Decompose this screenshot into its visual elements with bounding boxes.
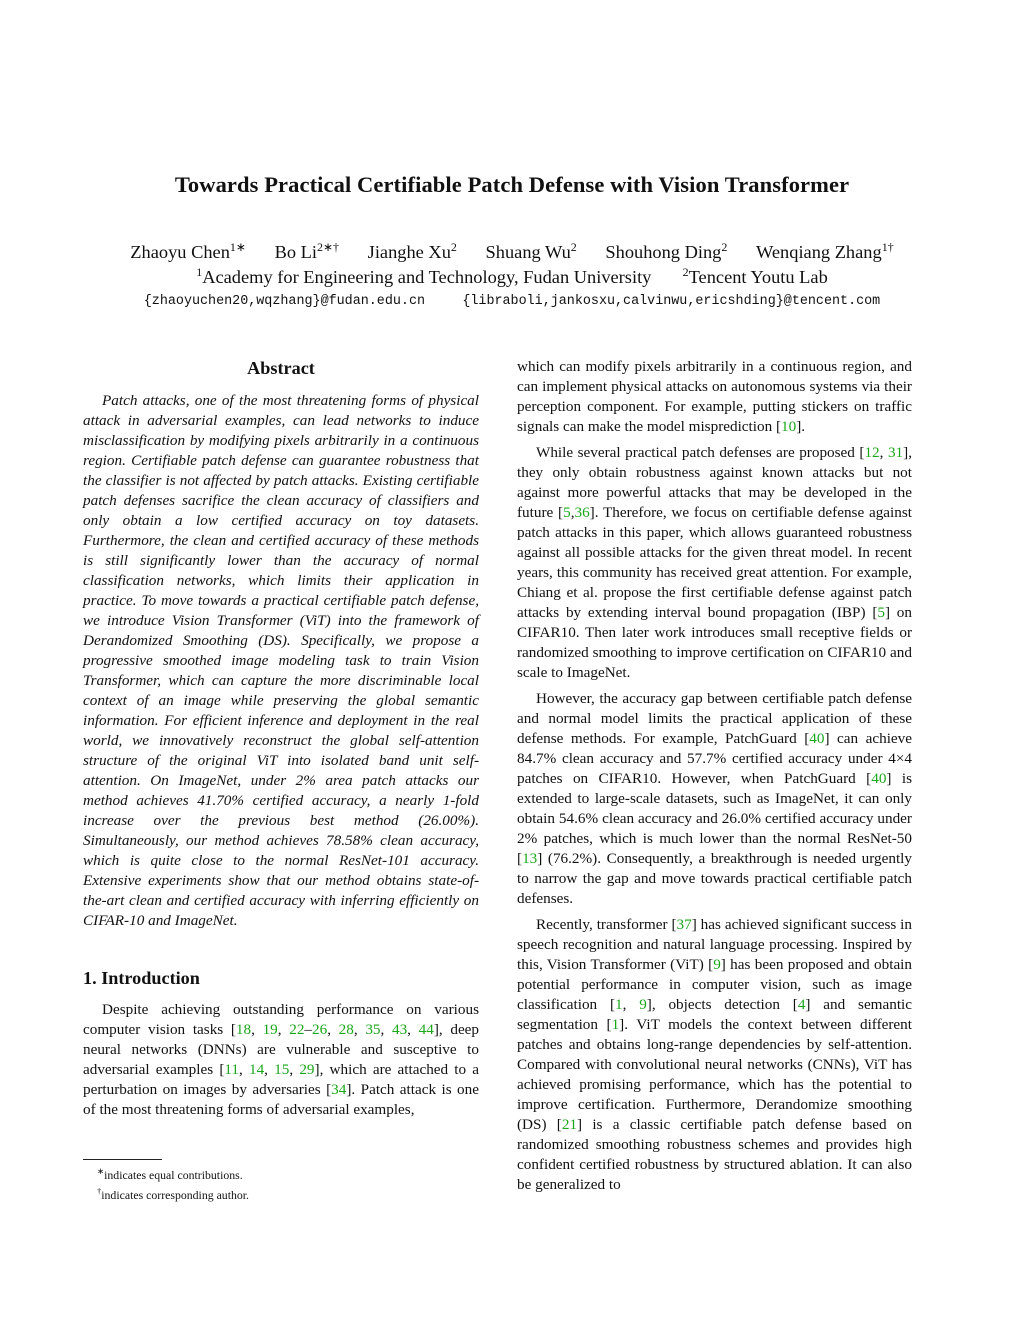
- citation-link[interactable]: 34: [331, 1081, 347, 1098]
- intro-paragraph-4: Recently, transformer [37] has achieved significant success in speech recognition and natural language processing. Inspired by this, Vision Transformer (ViT) [9] has been proposed and obtain potential performance in computer vision, such as image classification [1, 9], objects detection [4] and semantic segmentation [1]. ViT models the context between different patches and obtains long-range dependencies by self-attention. Compared with convolutional neural networks (CNNs), ViT has achieved promising performance, which has the potential to improve certification. Furthermore, Derandomize smoothing (DS) [21] is a classic certifiable patch defense based on randomized smoothing robustness schemes and provides high confident certified robustness by structured ablation. It can also be generalized to: [517, 916, 913, 1193]
- author: Jianghe Xu$^2$: [367, 240, 457, 263]
- abstract-text: Patch attacks, one of the most threatening forms of physical attack in adversarial examples, can lead networks to induce misclassification by modifying pixels arbitrarily in a continuous region. Certifiable patch defense can guarantee robustness that the classifier is not affected by patch attacks. Existing certifiable patch defenses sacrifice the clean accuracy of classifiers and only obtain a low certified accuracy on toy datasets. Furthermore, the clean and certified accuracy of these methods is still significantly lower than the accuracy of normal classification networks, which limits their application in practice. To move towards a practical certifiable patch defense, we introduce Vision Transformer (ViT) into the framework of Derandomized Smoothing (DS). Specifically, we propose a progressive smoothed image modeling task to train Vision Transformer, which can capture the more discriminable local context of an image while preserving the global semantic information. For efficient inference and deployment in the real world, we innovatively reconstruct the global self-attention structure of the original ViT into isolated band unit self-attention. On ImageNet, under 2% area patch attacks our method achieves 41.70% certified accuracy, a nearly 1-fold increase over the previous best method (26.00%). Simultaneously, our method achieves 78.58% clean accuracy, which is quite close to the normal ResNet-101 accuracy. Extensive experiments show that our method obtains state-of-the-art clean and certified accuracy with inferring efficiently on CIFAR-10 and ImageNet.: [83, 392, 479, 929]
- citation-link[interactable]: 4: [797, 996, 806, 1013]
- citation-link[interactable]: 43: [391, 1021, 408, 1038]
- citation-link[interactable]: 1: [615, 996, 623, 1013]
- citation-link[interactable]: 11: [224, 1061, 239, 1078]
- citation-link[interactable]: 35: [365, 1021, 381, 1038]
- citation-link[interactable]: 19: [262, 1021, 278, 1038]
- citation-link[interactable]: 21: [561, 1116, 578, 1133]
- author: Zhaoyu Chen$^{1∗}$: [130, 240, 246, 263]
- citation-link[interactable]: 29: [299, 1061, 315, 1078]
- left-column: [83, 357, 479, 1126]
- citation-link[interactable]: 12: [864, 444, 880, 461]
- citation-link[interactable]: 9: [639, 996, 647, 1013]
- section-heading: 1. Introduction: [83, 968, 200, 988]
- author: Wenqiang Zhang$^{1\dagger}$: [756, 240, 894, 263]
- email-line: [0, 292, 1024, 309]
- intro-paragraph-2: While several practical patch defenses are proposed [12, 31], they only obtain robustness against known attacks but not against more powerful attacks that may be developed in the future [5,36]. Therefore, we focus on certifiable defense against patch attacks in this paper, which allows guaranteed robustness against all possible attacks for the given threat model. In recent years, this community has received great attention. For example, Chiang et al. propose the first certifiable defense against patch attacks by extending interval bound propagation (IBP) [5] on CIFAR10. Then later work introduces small receptive fields or randomized smoothing to improve certification on CIFAR10 and scale to ImageNet.: [517, 444, 912, 681]
- citation-link[interactable]: 1: [611, 1016, 620, 1033]
- citation-link[interactable]: 5: [877, 604, 885, 621]
- author: Shuang Wu$^2$: [485, 240, 577, 263]
- citation-link[interactable]: 5: [563, 504, 571, 521]
- intro-paragraph-1-continued: which can modify pixels arbitrarily in a continuous region, and can implement physical attacks on autonomous systems via their perception component. For example, putting stickers on traffic signals can make the model misprediction [10].: [517, 358, 912, 435]
- citation-link[interactable]: 14: [248, 1061, 265, 1078]
- footnotes: [83, 1159, 479, 1204]
- citation-link[interactable]: 15: [274, 1061, 290, 1078]
- citation-link[interactable]: 31: [887, 444, 904, 461]
- citation-link[interactable]: 26: [312, 1021, 328, 1038]
- paper-title: Towards Practical Certifiable Patch Defense with Vision Transformer: [174, 172, 850, 197]
- footnote-rule: [83, 1159, 162, 1160]
- citation-link[interactable]: 44: [418, 1021, 434, 1038]
- citation-link[interactable]: 37: [676, 916, 692, 933]
- affiliation: $^1$Academy for Engineering and Technology, Fudan University: [196, 265, 652, 288]
- citation-link[interactable]: 28: [338, 1021, 354, 1038]
- right-column: [517, 357, 912, 1201]
- citation-link[interactable]: 9: [713, 956, 721, 973]
- intro-paragraph-3: However, the accuracy gap between certifiable patch defense and normal model limits the practical application of these defense methods. For example, PatchGuard [40] can achieve 84.7% clean accuracy and 57.7% certified accuracy under 4×4 patches on CIFAR10. However, when PatchGuard [40] is extended to large-scale datasets, such as ImageNet, it can only obtain 54.6% clean accuracy and 26.0% certified accuracy under 2% patches, which is much lower than the normal ResNet-50 [13] (76.2%). Consequently, a breakthrough is needed urgently to narrow the gap and move towards practical certifiable patch defenses.: [517, 690, 912, 907]
- citation-link[interactable]: 40: [809, 730, 825, 747]
- citation-link[interactable]: 18: [235, 1021, 252, 1038]
- affiliation: $^2$Tencent Youtu Lab: [682, 265, 828, 288]
- abstract-heading: Abstract: [247, 358, 315, 378]
- citation-link[interactable]: 10: [781, 418, 797, 435]
- intro-paragraph-1: Despite achieving outstanding performance on various computer vision tasks [18, 19, 22–26, 28, 35, 43, 44], deep neural networks (DNNs) are vulnerable and susceptive to adversarial examples [11, 14, 15, 29], which are attached to a perturbation on images by adversaries [34]. Patch attack is one of the most threatening forms of adversarial examples,: [83, 1001, 480, 1118]
- email-group: {libraboli,jankosxu,calvinwu,ericshding}@tencent.com: [462, 294, 881, 309]
- citation-link[interactable]: 36: [574, 504, 590, 521]
- author: Shouhong Ding$^2$: [605, 240, 728, 263]
- citation-link[interactable]: 13: [522, 850, 538, 867]
- affiliation-line: [0, 265, 1024, 288]
- author-list: [0, 240, 1024, 263]
- footnote: †indicates corresponding author.: [97, 1185, 249, 1202]
- author: Bo $Li^{2∗\dagger}$: [274, 240, 340, 263]
- email-group: {zhaoyuchen20,wqzhang}@fudan.edu.cn: [143, 294, 426, 309]
- citation-link[interactable]: 22: [289, 1021, 305, 1038]
- footnote: ∗indicates equal contributions.: [97, 1166, 243, 1182]
- citation-link[interactable]: 40: [871, 770, 887, 787]
